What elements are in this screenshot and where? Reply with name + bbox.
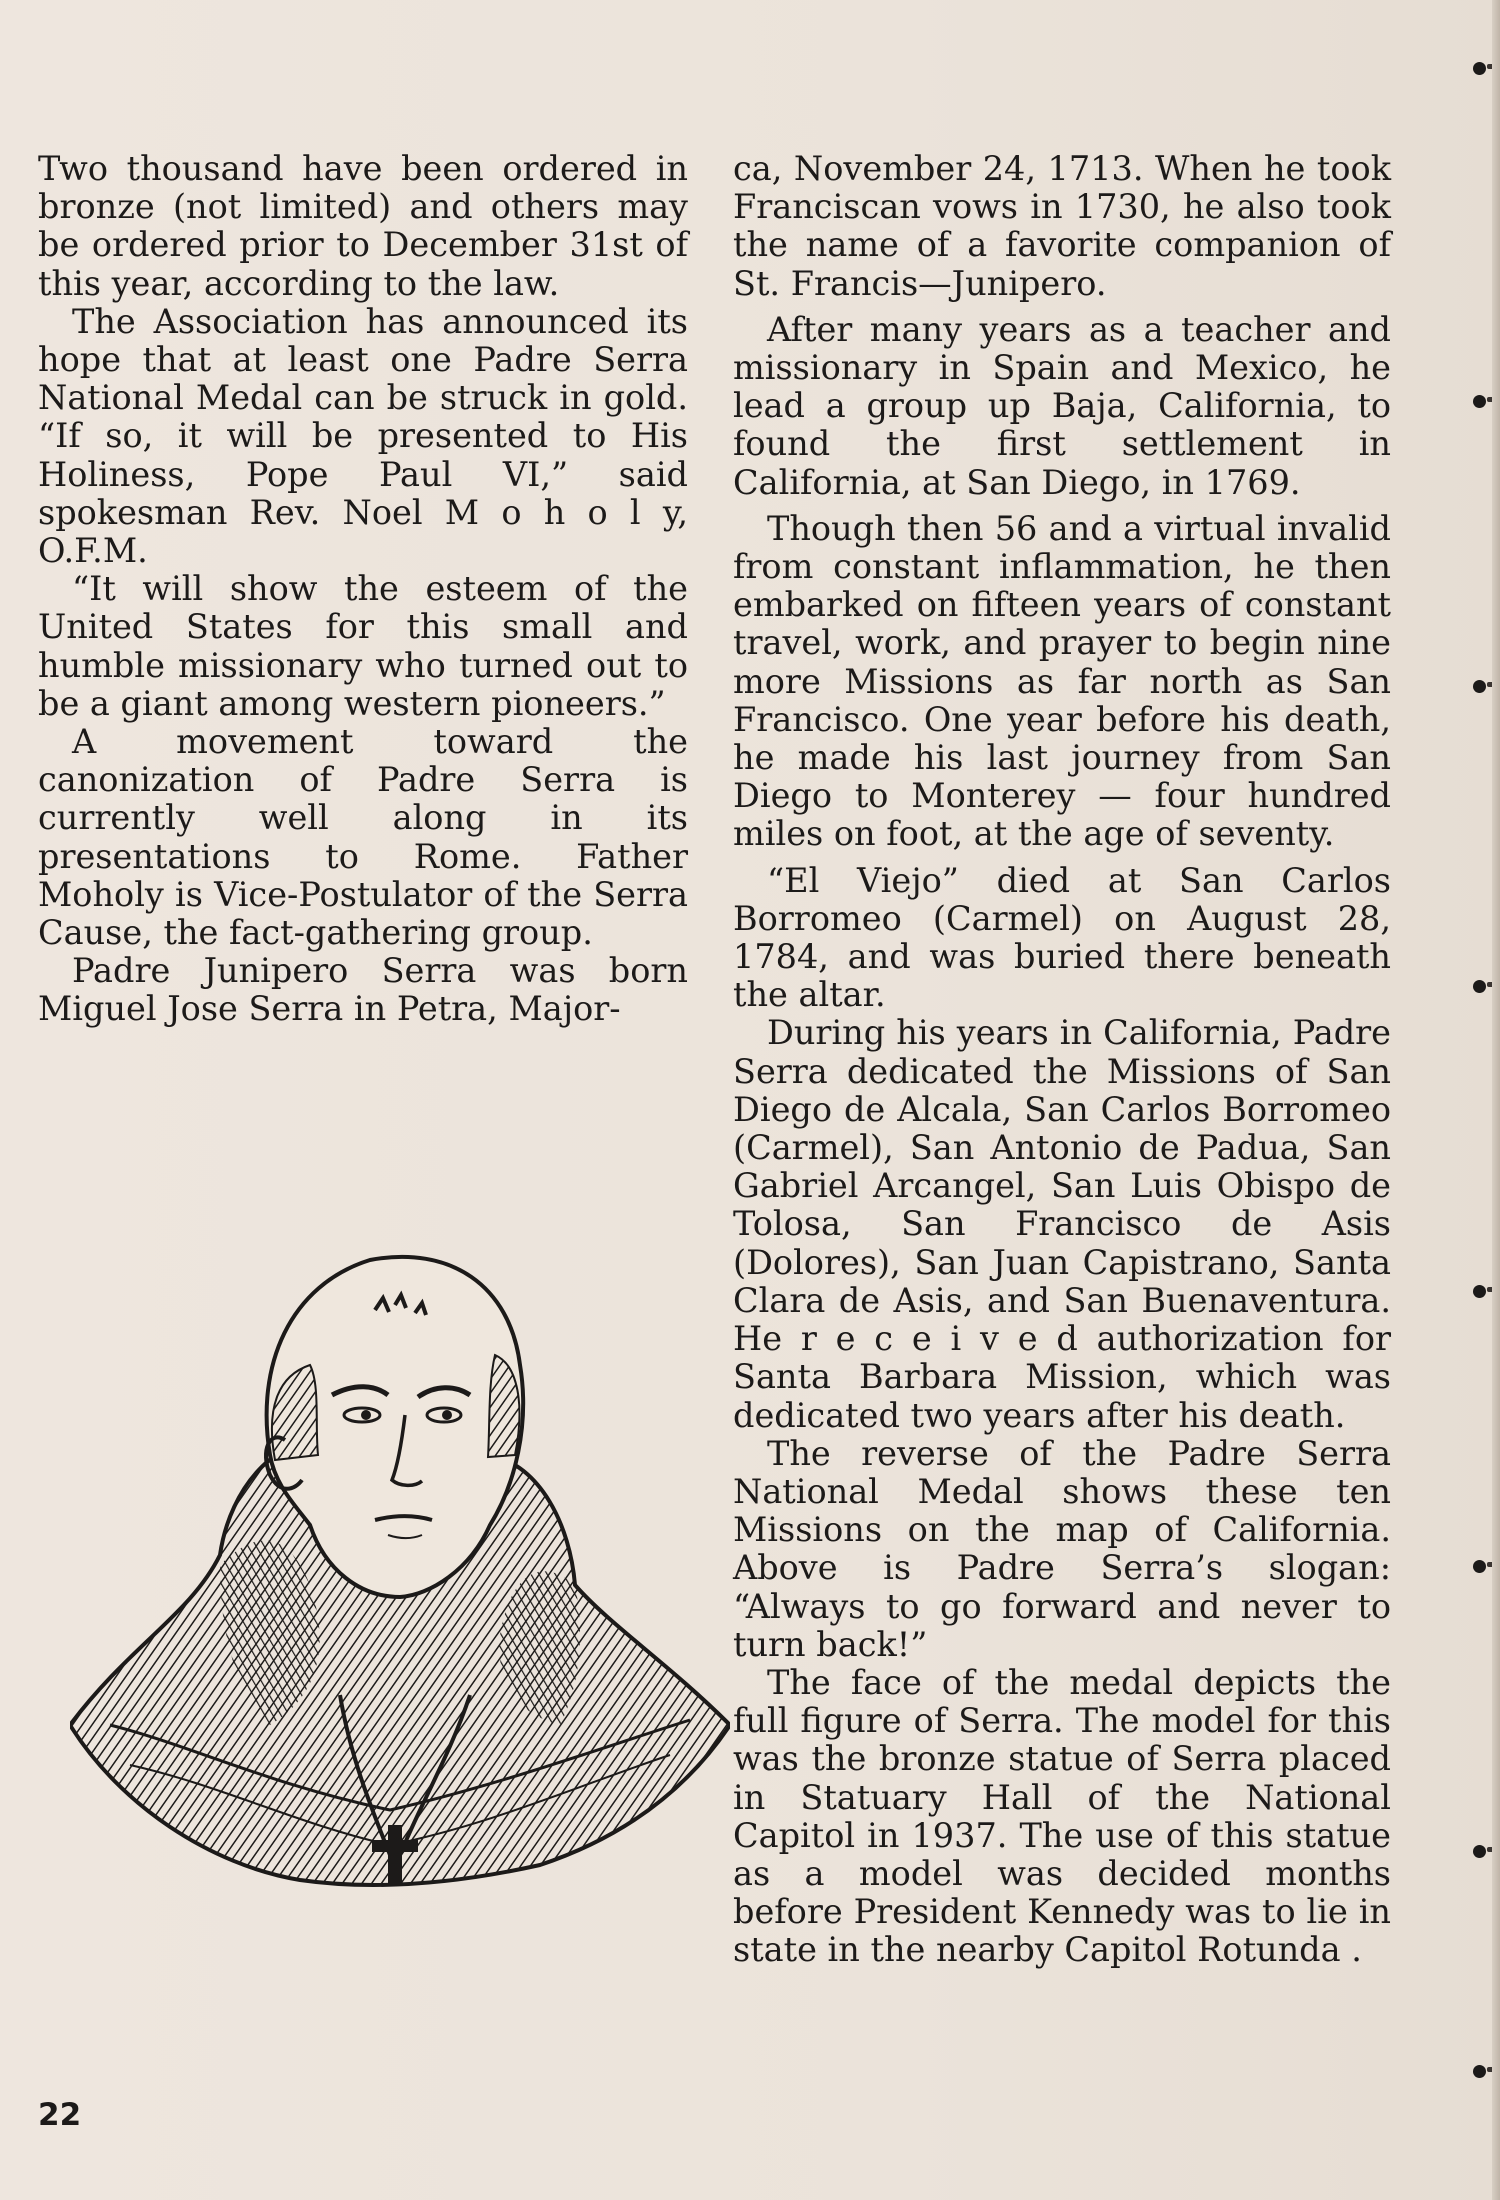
page-edge — [1492, 0, 1500, 2200]
binding-hole-icon — [1473, 395, 1486, 408]
paragraph: “It will show the esteem of the United States for this small and humble missionary who turned out to be a giant among western pioneers.” — [38, 569, 688, 723]
paragraph: After many years as a teacher and missionary in Spain and Mexico, he lead a group up Baja, California, to found the first settlement in California, at San Diego, in 1769. — [733, 309, 1391, 502]
paragraph: ca, November 24, 1713. When he took Franciscan vows in 1730, he also took the name of a favorite companion of St. Francis—Junipero. — [733, 149, 1391, 303]
paragraph: Two thousand have been ordered in bronze (not limited) and others may be ordered prior to December 31st of this year, according to the law. — [38, 149, 688, 303]
page-number: 22 — [38, 2097, 82, 2133]
paragraph: During his years in California, Padre Serra dedicated the Missions of San Diego de Alcala, San Carlos Borromeo (Carmel), San Antonio de Padua, San Gabriel Arcangel, San Luis Obispo de Tolosa, San Francisco de Asis (Dolores), San Juan Capistrano, Santa Clara de Asis, and San Buenaventura. He r e c e i v e d authorization for Santa Barbara Mission, which was dedicated two years after his death. — [733, 1013, 1391, 1435]
padre-serra-portrait-illustration — [70, 1225, 730, 1890]
binding-hole-icon — [1473, 1845, 1486, 1858]
left-text-column — [38, 150, 688, 1029]
binding-hole-icon — [1473, 1560, 1486, 1573]
paragraph: Though then 56 and a virtual invalid from constant inflammation, he then embarked on fifteen years of constant travel, work, and prayer to begin nine more Missions as far north as San Francisco. One year before his death, he made his last journey from San Diego to Monterey — four hundred miles on foot, at the age of seventy. — [733, 508, 1391, 854]
paragraph: The reverse of the Padre Serra National Medal shows these ten Missions on the map of California. Above is Padre Serra’s slogan: “Always to go forward and never to turn back!” — [733, 1433, 1391, 1664]
paragraph: A movement toward the canonization of Padre Serra is currently well along in its presentations to Rome. Father Moholy is Vice-Postulator of the Serra Cause, the fact-gathering group. — [38, 722, 688, 953]
binding-hole-icon — [1473, 680, 1486, 693]
binding-hole-marks — [1440, 0, 1500, 2200]
paragraph: “El Viejo” died at San Carlos Borromeo (Carmel) on August 28, 1784, and was buried there beneath the altar. — [733, 860, 1391, 1015]
binding-hole-icon — [1473, 62, 1486, 75]
right-text-column — [733, 150, 1391, 1970]
paragraph: Padre Junipero Serra was born Miguel Jose Serra in Petra, Major- — [38, 951, 688, 1029]
paragraph: The face of the medal depicts the full figure of Serra. The model for this was the bronze statue of Serra placed in Statuary Hall of the National Capitol in 1937. The use of this statue as a model was decided months before President Kennedy was to lie in state in the nearby Capitol Rotunda . — [733, 1662, 1391, 1970]
binding-hole-icon — [1473, 1285, 1486, 1298]
binding-hole-icon — [1473, 980, 1486, 993]
paragraph: The Association has announced its hope that at least one Padre Serra National Medal can be struck in gold. “If so, it will be presented to His Holiness, Pope Paul VI,” said spokesman Rev. Noel M o h o l y, O.F.M. — [38, 301, 688, 571]
binding-hole-icon — [1473, 2065, 1486, 2078]
